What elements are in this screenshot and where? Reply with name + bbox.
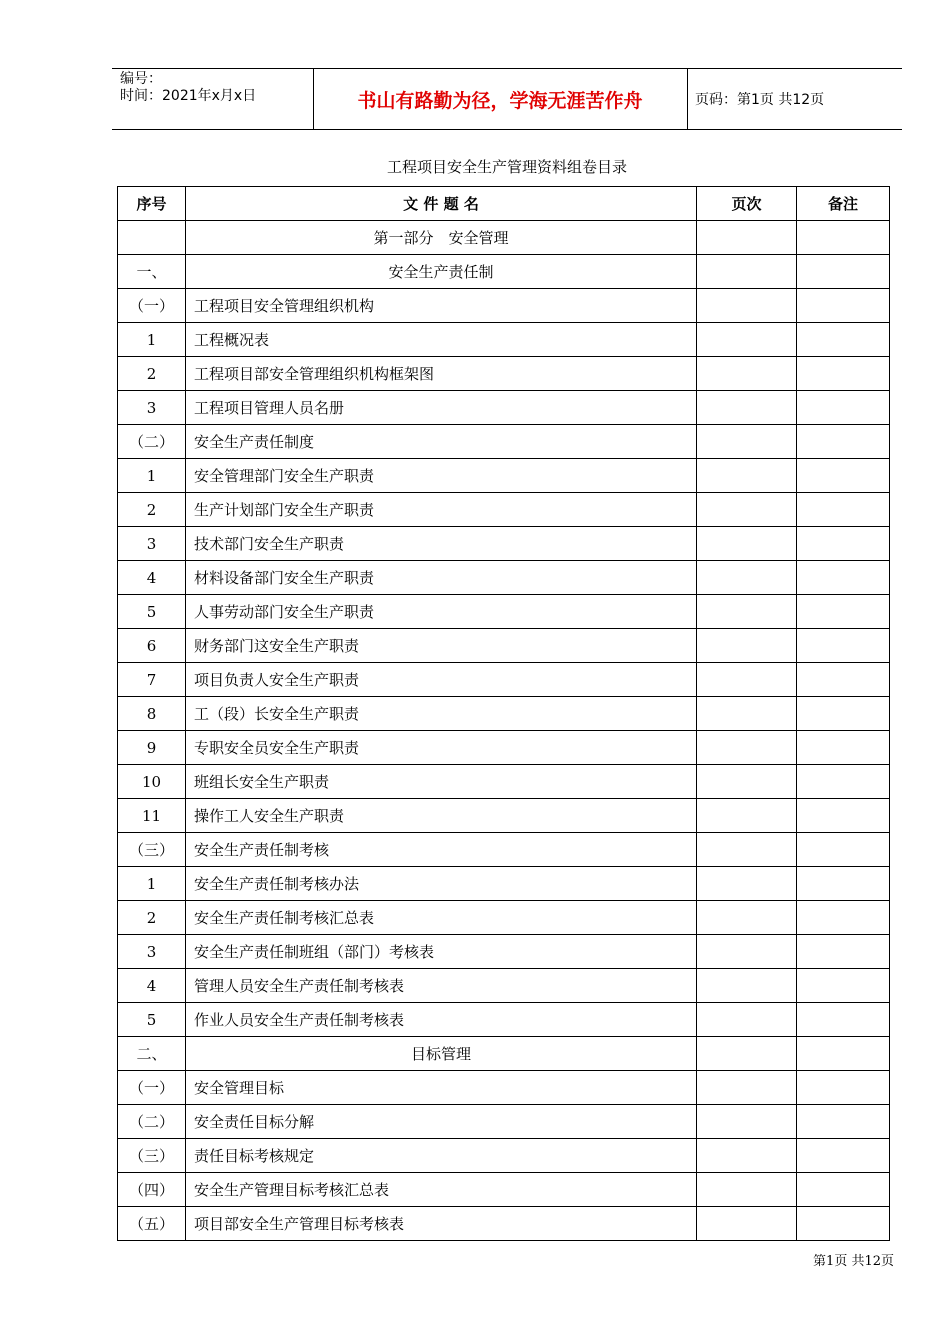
row-page <box>697 561 797 595</box>
row-remark <box>797 391 890 425</box>
row-remark <box>797 629 890 663</box>
row-remark <box>797 935 890 969</box>
row-remark <box>797 561 890 595</box>
page-header <box>112 68 902 130</box>
row-title: 安全生产责任制考核 <box>186 833 697 867</box>
table-row <box>118 629 890 663</box>
row-number: 8 <box>118 697 186 731</box>
row-page <box>697 425 797 459</box>
row-title: 工程概况表 <box>186 323 697 357</box>
row-number: 5 <box>118 595 186 629</box>
row-number: （二） <box>118 1105 186 1139</box>
header-page: 页次 <box>697 187 797 221</box>
row-title: 财务部门这安全生产职责 <box>186 629 697 663</box>
table-row <box>118 1207 890 1241</box>
row-title: 班组长安全生产职责 <box>186 765 697 799</box>
row-page <box>697 595 797 629</box>
row-page <box>697 663 797 697</box>
row-remark <box>797 969 890 1003</box>
table-row <box>118 493 890 527</box>
row-page <box>697 1071 797 1105</box>
row-remark <box>797 425 890 459</box>
row-title: 操作工人安全生产职责 <box>186 799 697 833</box>
header-page-info: 页码：第1页 共12页 <box>695 92 825 108</box>
table-row <box>118 561 890 595</box>
row-remark <box>797 1207 890 1241</box>
row-number: 7 <box>118 663 186 697</box>
row-number: 2 <box>118 357 186 391</box>
row-title: 第一部分 安全管理 <box>186 221 697 255</box>
row-page <box>697 1173 797 1207</box>
table-header-row <box>118 187 890 221</box>
table-row <box>118 1105 890 1139</box>
row-remark <box>797 357 890 391</box>
table-row <box>118 289 890 323</box>
row-number: 4 <box>118 969 186 1003</box>
row-number: 5 <box>118 1003 186 1037</box>
table-row <box>118 765 890 799</box>
row-page <box>697 357 797 391</box>
table-row <box>118 833 890 867</box>
row-number: 一、 <box>118 255 186 289</box>
toc-table <box>117 186 890 1241</box>
row-remark <box>797 323 890 357</box>
row-remark <box>797 1003 890 1037</box>
number-label: 编号： <box>120 71 162 87</box>
header-divider <box>687 69 688 129</box>
row-page <box>697 731 797 765</box>
table-row <box>118 595 890 629</box>
row-remark <box>797 697 890 731</box>
row-number <box>118 221 186 255</box>
row-title: 安全生产责任制班组（部门）考核表 <box>186 935 697 969</box>
table-row <box>118 1037 890 1071</box>
row-remark <box>797 901 890 935</box>
header-title: 文 件 题 名 <box>186 187 697 221</box>
table-row <box>118 1071 890 1105</box>
row-title: 安全生产管理目标考核汇总表 <box>186 1173 697 1207</box>
header-remark: 备注 <box>797 187 890 221</box>
table-row <box>118 731 890 765</box>
row-remark <box>797 527 890 561</box>
row-number: 3 <box>118 391 186 425</box>
table-row <box>118 323 890 357</box>
row-page <box>697 323 797 357</box>
header-motto: 书山有路勤为径，学海无涯苦作舟 <box>357 89 643 112</box>
row-page <box>697 799 797 833</box>
table-row <box>118 935 890 969</box>
row-page <box>697 901 797 935</box>
row-remark <box>797 799 890 833</box>
row-number: 2 <box>118 901 186 935</box>
row-page <box>697 255 797 289</box>
row-title: 安全生产责任制考核办法 <box>186 867 697 901</box>
table-row <box>118 1173 890 1207</box>
row-title: 安全生产责任制考核汇总表 <box>186 901 697 935</box>
footer-page-info: 第1页 共12页 <box>813 1254 894 1269</box>
table-row <box>118 663 890 697</box>
row-remark <box>797 867 890 901</box>
row-page <box>697 765 797 799</box>
row-number: 9 <box>118 731 186 765</box>
row-page <box>697 1139 797 1173</box>
row-page <box>697 1037 797 1071</box>
table-row <box>118 357 890 391</box>
row-title: 安全生产责任制 <box>186 255 697 289</box>
row-page <box>697 221 797 255</box>
row-number: 1 <box>118 867 186 901</box>
row-title: 管理人员安全生产责任制考核表 <box>186 969 697 1003</box>
row-title: 生产计划部门安全生产职责 <box>186 493 697 527</box>
table-row <box>118 867 890 901</box>
row-title: 专职安全员安全生产职责 <box>186 731 697 765</box>
row-title: 安全生产责任制度 <box>186 425 697 459</box>
row-title: 项目部安全生产管理目标考核表 <box>186 1207 697 1241</box>
table-row <box>118 255 890 289</box>
row-number: 二、 <box>118 1037 186 1071</box>
row-title: 工程项目管理人员名册 <box>186 391 697 425</box>
row-number: （五） <box>118 1207 186 1241</box>
row-remark <box>797 833 890 867</box>
row-page <box>697 1207 797 1241</box>
row-number: 1 <box>118 459 186 493</box>
row-title: 工（段）长安全生产职责 <box>186 697 697 731</box>
row-title: 材料设备部门安全生产职责 <box>186 561 697 595</box>
row-title: 技术部门安全生产职责 <box>186 527 697 561</box>
table-row <box>118 527 890 561</box>
row-page <box>697 867 797 901</box>
table-row <box>118 1139 890 1173</box>
row-remark <box>797 459 890 493</box>
row-number: 11 <box>118 799 186 833</box>
table-row <box>118 391 890 425</box>
table-row <box>118 697 890 731</box>
row-number: （二） <box>118 425 186 459</box>
row-page <box>697 1003 797 1037</box>
row-remark <box>797 221 890 255</box>
table-body <box>118 221 890 1241</box>
row-title: 目标管理 <box>186 1037 697 1071</box>
table-row <box>118 901 890 935</box>
row-number: 3 <box>118 935 186 969</box>
row-remark <box>797 255 890 289</box>
row-remark <box>797 765 890 799</box>
table-row <box>118 799 890 833</box>
row-page <box>697 833 797 867</box>
row-remark <box>797 1173 890 1207</box>
row-number: （四） <box>118 1173 186 1207</box>
row-title: 工程项目部安全管理组织机构框架图 <box>186 357 697 391</box>
row-title: 项目负责人安全生产职责 <box>186 663 697 697</box>
row-page <box>697 969 797 1003</box>
row-page <box>697 697 797 731</box>
header-no: 序号 <box>118 187 186 221</box>
row-number: 6 <box>118 629 186 663</box>
table-row <box>118 425 890 459</box>
row-remark <box>797 289 890 323</box>
row-number: （三） <box>118 1139 186 1173</box>
time-label: 时间：2021年x月x日 <box>120 88 257 104</box>
row-remark <box>797 1037 890 1071</box>
row-page <box>697 1105 797 1139</box>
table-row <box>118 1003 890 1037</box>
row-remark <box>797 1071 890 1105</box>
row-number: （三） <box>118 833 186 867</box>
row-remark <box>797 595 890 629</box>
row-remark <box>797 1139 890 1173</box>
row-number: 4 <box>118 561 186 595</box>
row-title: 安全责任目标分解 <box>186 1105 697 1139</box>
row-title: 作业人员安全生产责任制考核表 <box>186 1003 697 1037</box>
row-remark <box>797 731 890 765</box>
row-number: 2 <box>118 493 186 527</box>
row-page <box>697 459 797 493</box>
header-meta <box>120 71 310 105</box>
row-title: 工程项目安全管理组织机构 <box>186 289 697 323</box>
row-number: 10 <box>118 765 186 799</box>
row-title: 安全管理目标 <box>186 1071 697 1105</box>
row-number: （一） <box>118 289 186 323</box>
row-remark <box>797 493 890 527</box>
row-page <box>697 935 797 969</box>
row-page <box>697 289 797 323</box>
row-page <box>697 629 797 663</box>
row-title: 责任目标考核规定 <box>186 1139 697 1173</box>
row-remark <box>797 663 890 697</box>
row-page <box>697 527 797 561</box>
row-title: 人事劳动部门安全生产职责 <box>186 595 697 629</box>
table-row <box>118 969 890 1003</box>
table-row <box>118 221 890 255</box>
row-page <box>697 391 797 425</box>
row-number: 1 <box>118 323 186 357</box>
table-row <box>118 459 890 493</box>
row-number: （一） <box>118 1071 186 1105</box>
row-title: 安全管理部门安全生产职责 <box>186 459 697 493</box>
row-remark <box>797 1105 890 1139</box>
document-title: 工程项目安全生产管理资料组卷目录 <box>386 158 627 176</box>
row-number: 3 <box>118 527 186 561</box>
row-page <box>697 493 797 527</box>
